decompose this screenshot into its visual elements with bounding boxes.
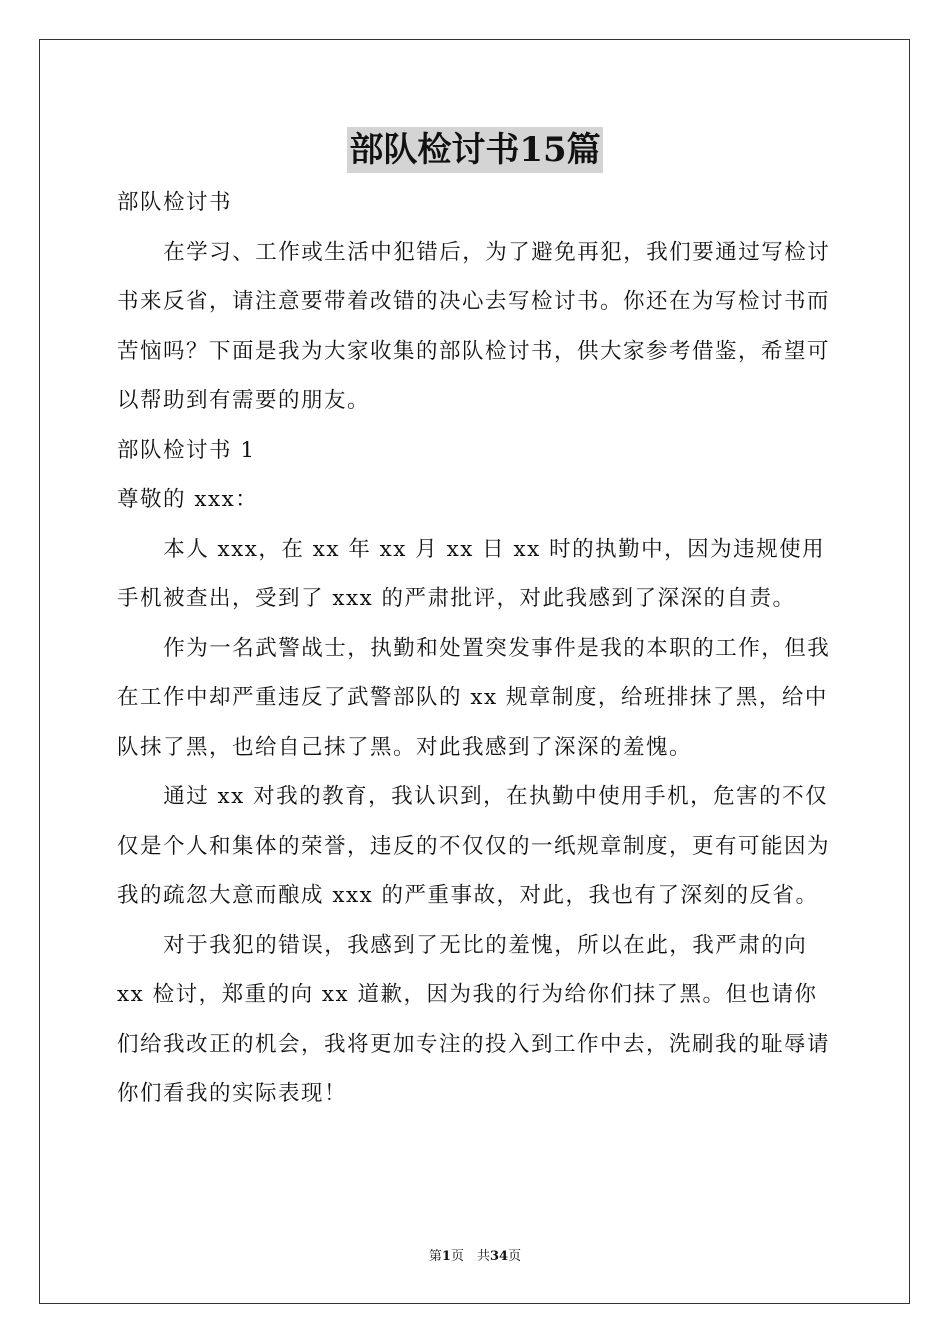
- body-paragraph: 作为一名武警战士，执勤和处置突发事件是我的本职的工作，但我在工作中却严重违反了武警部队的 xx 规章制度，给班排抹了黑，给中队抹了黑，也给自己抹了黑。对此我感到了深深的羞愧。: [117, 635, 831, 760]
- body-paragraph: 通过 xx 对我的教育，我认识到，在执勤中使用手机，危害的不仅仅是个人和集体的荣誉，违反的不仅仅的一纸规章制度，更有可能因为我的疏忽大意而酿成 xxx 的严重事故，对此，我也有了深刻的反省。: [117, 784, 831, 908]
- document-body: [117, 178, 837, 1119]
- section-heading: 部队检讨书: [117, 190, 233, 215]
- title-container: [0, 127, 950, 173]
- page-label-suffix: 页: [508, 1249, 522, 1264]
- body-paragraph: 本人 xxx，在 xx 年 xx 月 xx 日 xx 时的执勤中，因为违规使用手机被查出，受到了 xxx 的严肃批评，对此我感到了深深的自责。: [117, 536, 826, 611]
- intro-paragraph: 在学习、工作或生活中犯错后，为了避免再犯，我们要通过写检讨书来反省，请注意要带着改错的决心去写检讨书。你还在为写检讨书而苦恼吗？下面是我为大家收集的部队检讨书，供大家参考借鉴，希望可以帮助到有需要的朋友。: [117, 239, 831, 413]
- total-page-count: 34: [489, 1249, 509, 1264]
- body-paragraph: 对于我犯的错误，我感到了无比的羞愧，所以在此，我严肃的向 xx 检讨，郑重的向 xx 道歉，因为我的行为给你们抹了黑。但也请你们给我改正的机会，我将更加专注的投入到工作中去，洗刷我的耻辱请你们看我的实际表现！: [117, 932, 831, 1106]
- section-heading-1: 部队检讨书 1: [117, 437, 256, 463]
- page-label-mid: 页 共: [450, 1249, 490, 1264]
- current-page-number: 1: [441, 1249, 451, 1264]
- page-label-prefix: 第: [428, 1249, 442, 1264]
- document-title: 部队检讨书15篇: [347, 127, 602, 173]
- page-footer: [0, 1248, 950, 1266]
- salutation: 尊敬的 xxx：: [117, 487, 259, 512]
